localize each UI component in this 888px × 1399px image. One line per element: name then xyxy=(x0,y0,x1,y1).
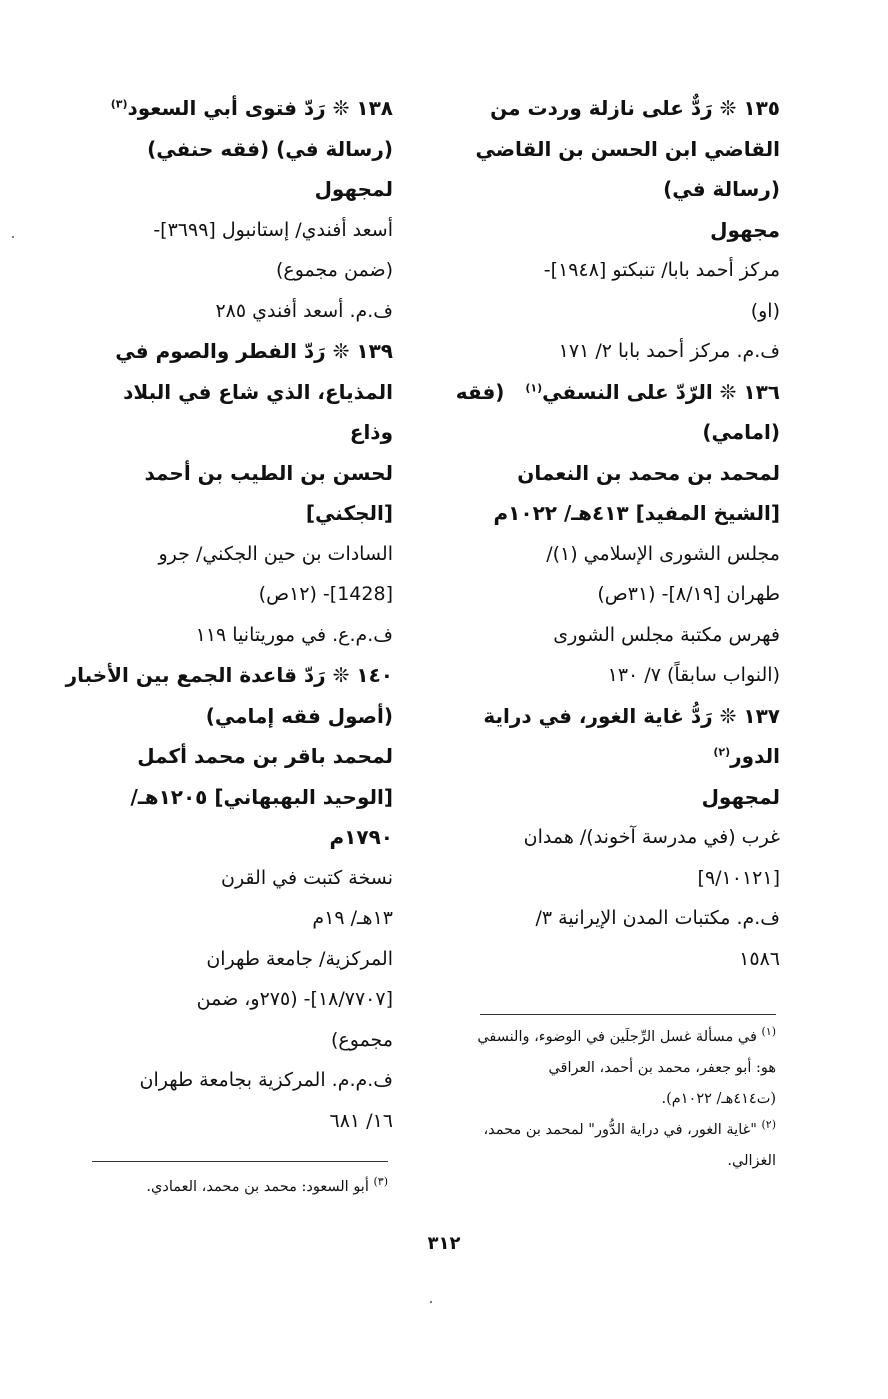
entry-137-manuscript-line-1: غرب (في مدرسة آخوند)/ همدان xyxy=(523,826,780,848)
entry-136-title-text: ١٣٦ ❊ الرّدّ على النسفي xyxy=(542,379,780,404)
footnote-1-line-2: هو: أبو جعفر، محمد بن أحمد، العراقي xyxy=(548,1060,776,1076)
scan-speck xyxy=(430,1301,432,1303)
entry-137-catalog-line-2: ١٥٨٦ xyxy=(739,947,780,970)
entry-140 xyxy=(53,655,393,1141)
entry-140-manuscript-line-1: نسخة كتبت في القرن xyxy=(220,866,393,889)
entry-136-author-line-2: [الشيخ المفيد] ٤١٣هـ/ ١٠٢٢م xyxy=(493,501,780,525)
entry-139-author-line-2: [الجكني] xyxy=(305,501,393,525)
entry-140-title: ١٤٠ ❊ رَدّ قاعدة الجمع بين الأخبار xyxy=(65,663,393,687)
entry-139-title-line-3: وذاع xyxy=(349,420,393,444)
entry-139-manuscript-line-1: السادات بن حين الجكني/ جرو xyxy=(158,542,393,565)
entry-138-title-text: ١٣٨ ❊ رَدّ فتوى أبي السعود xyxy=(127,96,393,120)
entry-135-manuscript-line-2: (او) xyxy=(750,299,780,322)
entry-135-catalog: ف.م. مركز أحمد بابا ٢/ ١٧١ xyxy=(558,340,780,362)
entry-135-author: مجهول xyxy=(710,217,780,242)
entry-140-catalog-line-2: ١٦/ ٦٨١ xyxy=(329,1109,393,1132)
entry-136-manuscript-line-2: طهران [٨/١٩]- (٣١ص) xyxy=(597,583,780,605)
scan-speck xyxy=(12,236,14,238)
entry-139-catalog: ف.م.ع. في موريتانيا ١١٩ xyxy=(195,623,393,646)
entry-136-manuscript-line-1: مجلس الشورى الإسلامي (١)/ xyxy=(546,542,780,565)
page-number: ٣١٢ xyxy=(427,1233,461,1254)
footnote-marker-3: (٣) xyxy=(110,97,128,111)
entry-137-author: لمجهول xyxy=(701,784,780,809)
entry-140-catalog-line-1: ف.م.م. المركزية بجامعة طهران xyxy=(139,1069,393,1091)
footnotes-left xyxy=(48,1172,388,1203)
footnote-divider-right xyxy=(480,1014,776,1015)
footnote-2-line-2: الغزالي. xyxy=(727,1153,776,1169)
entry-138-manuscript-line-1: أسعد أفندي/ إستانبول [٣٦٩٩]- xyxy=(153,218,393,241)
entry-139 xyxy=(53,331,393,655)
entry-140-manuscript-line-4: [١٨/٧٧٠٧]- (٢٧٥و، ضمن xyxy=(196,988,393,1010)
footnote-2-text-1: "غاية الغور، في دراية الدُّور" لمحمد بن محمد، xyxy=(483,1122,757,1138)
entry-139-title-line-1: ١٣٩ ❊ رَدّ الفطر والصوم في xyxy=(115,339,393,363)
footnote-1 xyxy=(431,1022,776,1115)
entry-137-title-text: الدور xyxy=(730,744,780,768)
entry-140-author-line-1: لمحمد باقر بن محمد أكمل xyxy=(137,744,393,768)
entry-138-catalog: ف.م. أسعد أفندي ٢٨٥ xyxy=(215,299,393,322)
footnote-2 xyxy=(431,1115,776,1177)
left-column xyxy=(53,88,393,1141)
footnote-1-mark: (١) xyxy=(761,1025,776,1039)
entry-140-manuscript-line-3: المركزية/ جامعة طهران xyxy=(206,947,393,970)
entry-136-title-line-1 xyxy=(440,372,780,413)
entry-135 xyxy=(440,88,780,372)
entry-135-manuscript-line-1: مركز أحمد بابا/ تنبكتو [١٩٤٨]- xyxy=(543,259,780,281)
entry-140-author-line-3: ١٧٩٠م xyxy=(329,825,393,849)
entry-138-title xyxy=(53,88,393,129)
footnote-marker-1: (١) xyxy=(525,380,543,394)
entry-136-catalog-line-2: (النواب سابقاً) ٧/ ١٣٠ xyxy=(607,664,780,686)
entry-136 xyxy=(440,372,780,696)
footnote-3-mark: (٣) xyxy=(373,1175,388,1189)
entry-140-manuscript-line-2: ١٣هـ/ ١٩م xyxy=(312,907,393,929)
footnotes-right xyxy=(431,1022,776,1177)
entry-137-title-line-1: ١٣٧ ❊ رَدُّ غاية الغور، في دراية xyxy=(483,703,780,728)
entry-135-subject: (رسالة في) xyxy=(663,177,780,201)
footnote-2-mark: (٢) xyxy=(761,1118,776,1132)
footnote-divider-left xyxy=(92,1161,388,1162)
entry-137-manuscript-line-2: [٩/١٠١٢١] xyxy=(697,866,780,889)
footnote-1-text-1: في مسألة غسل الرِّجلَين في الوضوء، والنسفي xyxy=(477,1029,757,1045)
entry-138-manuscript-line-2: (ضمن مجموع) xyxy=(275,259,393,281)
entry-139-title-line-2: المذياع، الذي شاع في البلاد xyxy=(123,379,393,404)
entry-139-author-line-1: لحسن بن الطيب بن أحمد xyxy=(144,460,393,485)
entry-138-subject: (رسالة في) (فقه حنفي) xyxy=(147,136,393,161)
entry-138 xyxy=(53,88,393,331)
entry-135-title-line-1: ١٣٥ ❊ رَدٌّ على نازلة وردت من xyxy=(490,96,780,120)
entry-137-catalog-line-1: ف.م. مكتبات المدن الإيرانية ٣/ xyxy=(535,907,780,929)
footnote-marker-2: (٢) xyxy=(713,745,731,759)
footnote-1-line-3: (ت٤١٤هـ/ ١٠٢٢م). xyxy=(661,1091,776,1107)
footnote-2-line-1 xyxy=(431,1115,776,1146)
entry-136-subject-start: (فقه xyxy=(455,379,505,404)
entry-140-manuscript-line-5: مجموع) xyxy=(331,1028,393,1051)
entry-135-title-line-2: القاضي ابن الحسن بن القاضي xyxy=(475,136,780,161)
entry-136-title-line-2: (امامي) xyxy=(702,420,780,444)
entry-137-title-line-2 xyxy=(440,736,780,777)
entry-136-catalog-line-1: فهرس مكتبة مجلس الشورى xyxy=(553,623,780,646)
entry-137 xyxy=(440,696,780,980)
footnote-3 xyxy=(48,1172,388,1203)
entry-140-author-line-2: [الوحيد البهبهاني] ١٢٠٥هـ/ xyxy=(130,784,393,809)
right-column xyxy=(440,88,780,979)
entry-139-manuscript-line-2: [1428]- (١٢ص) xyxy=(258,583,393,605)
footnote-3-text: أبو السعود: محمد بن محمد، العمادي. xyxy=(146,1179,369,1195)
entry-136-author-line-1: لمحمد بن محمد بن النعمان xyxy=(517,460,780,485)
entry-140-subject: (أصول فقه إمامي) xyxy=(205,703,393,728)
entry-138-author: لمجهول xyxy=(314,177,393,201)
footnote-1-line-1 xyxy=(431,1022,776,1053)
